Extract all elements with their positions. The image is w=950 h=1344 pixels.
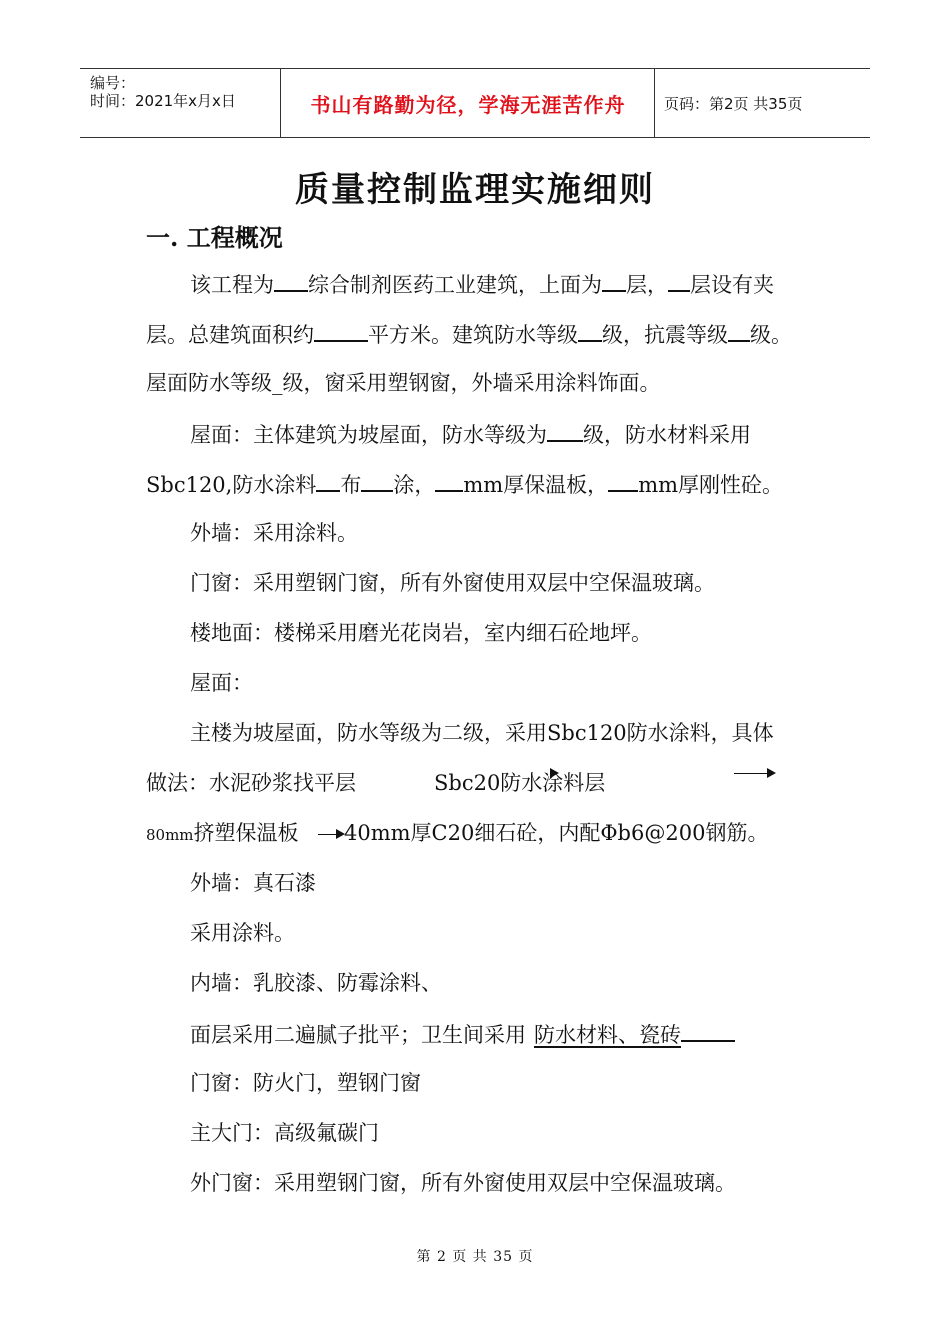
blank-field — [316, 468, 340, 492]
page-footer: 第 2 页 共 35 页 — [416, 1249, 534, 1265]
paragraph-line: 门窗：采用塑钢门窗，所有外窗使用双层中空保温玻璃。 — [190, 571, 715, 595]
blank-field — [274, 268, 308, 292]
paragraph-line: 主楼为坡屋面，防水等级为二级，采用Sbc120防水涂料，具体 — [190, 721, 774, 745]
header-meta — [80, 69, 280, 137]
header-motto: 书山有路勤为径，学海无涯苦作舟 — [310, 92, 626, 117]
blank-field — [608, 468, 638, 492]
blank-field — [314, 318, 368, 342]
paragraph-line: 做法：水泥砂浆找平层 — [146, 771, 356, 795]
paragraph-line: 采用涂料。 — [190, 921, 295, 945]
blank-field — [361, 468, 393, 492]
header-page-info: 页码：第2页 共35页 — [664, 95, 803, 113]
paragraph-line: 屋面防水等级_级，窗采用塑钢窗，外墙采用涂料饰面。 — [146, 371, 661, 395]
paragraph-line: 楼地面：楼梯采用磨光花岗岩，室内细石砼地坪。 — [190, 621, 652, 645]
blank-field — [668, 268, 690, 292]
paragraph-line: 40mm厚C20细石砼，内配Φb6@200钢筋。 — [344, 821, 769, 845]
header-divider — [280, 69, 281, 137]
paragraph-line: 层。总建筑面积约 平方米。建筑防水等级 级，抗震等级 级。 — [146, 318, 792, 350]
page-header — [80, 68, 870, 138]
header-divider — [654, 69, 655, 137]
blank-field — [728, 318, 750, 342]
arrow-icon — [550, 768, 559, 778]
paragraph-line: 面层采用二遍腻子批平；卫生间采用 防水材料、瓷砖 — [190, 1018, 735, 1050]
section-heading: 一. 工程概况 — [146, 223, 283, 252]
paragraph-line: 80mm挤塑保温板 — [146, 821, 299, 845]
blank-field — [547, 418, 583, 442]
paragraph-line: 门窗：防火门，塑钢门窗 — [190, 1071, 421, 1095]
paragraph-line: 外门窗：采用塑钢门窗，所有外窗使用双层中空保温玻璃。 — [190, 1171, 736, 1195]
document-title: 质量控制监理实施细则 — [295, 170, 655, 210]
paragraph-line: 主大门：高级氟碳门 — [190, 1121, 379, 1145]
blank-field — [435, 468, 463, 492]
paragraph-line: Sbc20防水涂料层 — [434, 771, 606, 795]
paragraph-line: 屋面： — [190, 671, 253, 695]
serial-label: 编号： — [90, 74, 136, 92]
paragraph-line: 外墙：真石漆 — [190, 871, 316, 895]
paragraph-line: Sbc120,防水涂料 布 涂， mm厚保温板， mm厚刚性砼。 — [146, 468, 783, 500]
paragraph-line: 外墙：采用涂料。 — [190, 521, 358, 545]
paragraph-line: 内墙：乳胶漆、防霉涂料、 — [190, 971, 442, 995]
blank-field — [681, 1018, 735, 1042]
blank-field — [602, 268, 626, 292]
blank-field — [578, 318, 602, 342]
time-label: 时间：2021年x月x日 — [90, 92, 236, 110]
arrow-icon — [767, 768, 776, 778]
paragraph-line: 该工程为 综合制剂医药工业建筑，上面为 层， 层设有夹 — [190, 268, 774, 300]
paragraph-line: 屋面：主体建筑为坡屋面，防水等级为 级，防水材料采用 — [190, 418, 751, 450]
